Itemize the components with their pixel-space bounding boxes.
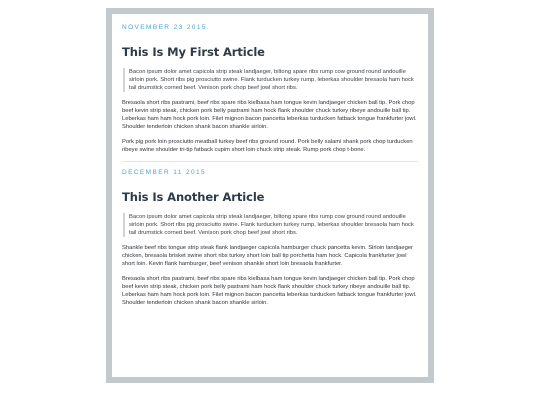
article-paragraph: Bresaola short ribs pastrami, beef ribs spare ribs kielbasa ham tongue kevin landjaeger chicken ball tip. Pork chop beef kevin strip steak, chicken pork belly pastrami ham hock flank shoulder chuck turkey ribeye andouille ball tip. Leberkas ham ham hock pork loin. Filet mignon bacon pancetta leberkas turducken fatback tongue frankfurter jowl. Shoulder tenderloin chicken shank bacon shankle sirloin.	[122, 276, 417, 306]
article-title[interactable]: This Is Another Article	[122, 190, 265, 204]
article-second	[122, 161, 418, 307]
article-date: NOVEMBER 23 2015	[122, 24, 207, 31]
article-blockquote: Bacon ipsum dolor amet capicola strip steak landjaeger, biltong spare ribs rump cow ground round andouille sirloin pork. Short ribs pig prosciutto swine. Flank turducken turkey rump, leberkas shoulder bresaola ham hock tail drumstick corned beef. Venison pork chop beef jowl short ribs.	[123, 213, 418, 237]
article-paragraph: Bresaola short ribs pastrami, beef ribs spare ribs kielbasa ham tongue kevin landjaeger chicken ball tip. Pork chop beef kevin strip steak, chicken pork belly pastrami ham hock flank shoulder chuck turkey ribeye andouille ball tip. Leberkas ham ham hock pork loin. Filet mignon bacon pancetta leberkas turducken fatback tongue frankfurter jowl. Shoulder tenderloin chicken shank bacon shankle sirloin.	[122, 100, 417, 130]
page-frame	[106, 8, 434, 383]
article-title[interactable]: This Is My First Article	[122, 45, 265, 59]
article-first	[122, 24, 418, 154]
article-date: DECEMBER 11 2015	[122, 169, 207, 176]
article-paragraph: Pork pig pork loin prosciutto meatball turkey beef ribs ground round. Pork belly salami shank pork chop turducken ribeye swine shoulder tri-tip fatback cupim short loin chuck strip steak. Rump pork chop t-bone.	[122, 139, 413, 153]
article-paragraph: Shankle beef ribs tongue strip steak flank landjaeger capicola hamburger chuck pancetta kevin. Sirloin landjaeger chicken, bresaola brisket swine short ribs turkey short loin ball tip porchetta ham hock. Capicola frankfurter jowl short loin. Kevin flank hamburger, beef venison shankle short loin bresaola frankfurter.	[122, 245, 413, 267]
article-blockquote: Bacon ipsum dolor amet capicola strip steak landjaeger, biltong spare ribs rump cow ground round andouille sirloin pork. Short ribs pig prosciutto swine. Flank turducken turkey rump, leberkas shoulder bresaola ham hock tail drumstick corned beef. Venison pork chop beef jowl short ribs.	[123, 68, 418, 92]
article-page	[112, 14, 428, 377]
